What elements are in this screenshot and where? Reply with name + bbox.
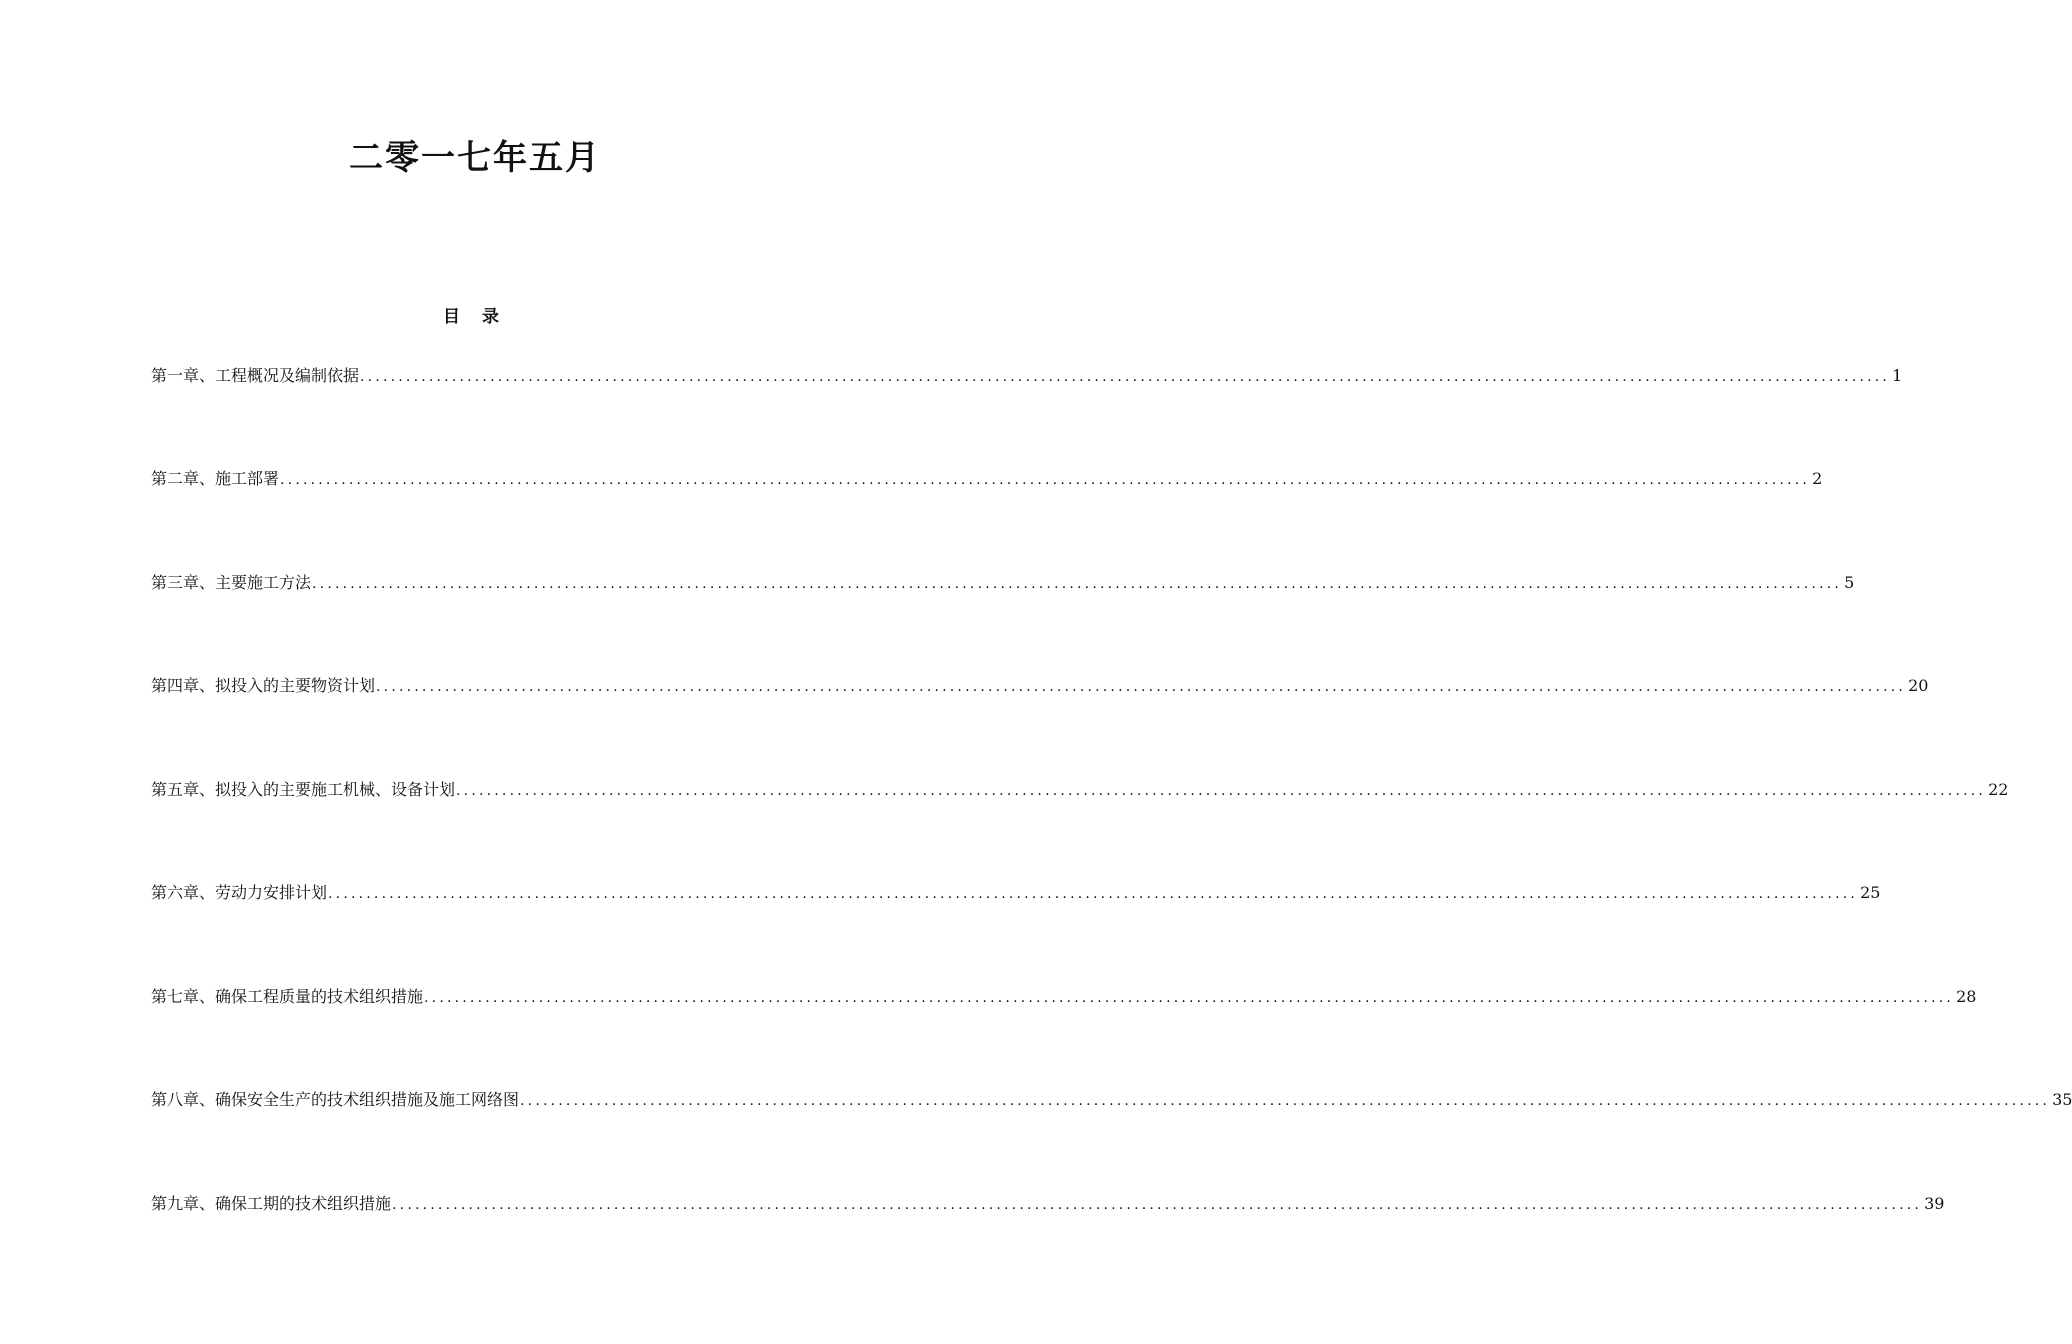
toc-entry[interactable]	[151, 1192, 1945, 1216]
toc-entry[interactable]	[151, 467, 1823, 491]
toc-entry-title: 第五章、拟投入的主要施工机械、设备计划	[151, 780, 456, 799]
toc-heading: 目 录	[443, 307, 507, 327]
toc-entry-title: 第九章、确保工期的技术组织措施	[151, 1194, 392, 1213]
toc-entry[interactable]	[151, 1088, 2072, 1112]
toc-leader-dots: ........................................................................................................................................................................................................	[312, 576, 1843, 592]
toc-entry-title: 第一章、工程概况及编制依据	[151, 366, 360, 385]
toc-entry-title: 第六章、劳动力安排计划	[151, 883, 328, 902]
toc-entry-title: 第四章、拟投入的主要物资计划	[151, 676, 376, 695]
toc-leader-dots: ........................................................................................................................................................................................................	[328, 886, 1859, 902]
toc-leader-dots: ........................................................................................................................................................................................................	[376, 679, 1907, 695]
toc-entry-title: 第三章、主要施工方法	[151, 573, 312, 592]
toc-leader-dots: ........................................................................................................................................................................................................	[424, 990, 1955, 1006]
toc-leader-dots: ........................................................................................................................................................................................................	[360, 369, 1891, 385]
toc-entry[interactable]	[151, 364, 1903, 388]
toc-entry[interactable]	[151, 674, 1929, 698]
toc-entry-page: 1	[1892, 366, 1903, 385]
toc-entry-page: 22	[1988, 780, 2009, 799]
toc-entry-page: 28	[1956, 987, 1977, 1006]
toc-leader-dots: ........................................................................................................................................................................................................	[520, 1093, 2051, 1109]
toc-entry-title: 第七章、确保工程质量的技术组织措施	[151, 987, 424, 1006]
toc-entry-page: 25	[1860, 883, 1881, 902]
toc-entry-page: 20	[1908, 676, 1929, 695]
toc-entry-page: 5	[1844, 573, 1855, 592]
toc-entry-page: 2	[1812, 469, 1823, 488]
toc-leader-dots: ........................................................................................................................................................................................................	[456, 783, 1987, 799]
toc-entry-page: 39	[1924, 1194, 1945, 1213]
toc-entry[interactable]	[151, 778, 2009, 802]
toc-entry-title: 第八章、确保安全生产的技术组织措施及施工网络图	[151, 1090, 520, 1109]
toc-entry[interactable]	[151, 985, 1977, 1009]
toc-entry[interactable]	[151, 881, 1881, 905]
date-title: 二零一七年五月	[349, 138, 601, 178]
toc-leader-dots: ........................................................................................................................................................................................................	[280, 472, 1811, 488]
toc-leader-dots: ........................................................................................................................................................................................................	[392, 1197, 1923, 1213]
toc-entry[interactable]	[151, 571, 1855, 595]
toc-entry-title: 第二章、施工部署	[151, 469, 280, 488]
toc-entry-page: 35	[2052, 1090, 2072, 1109]
